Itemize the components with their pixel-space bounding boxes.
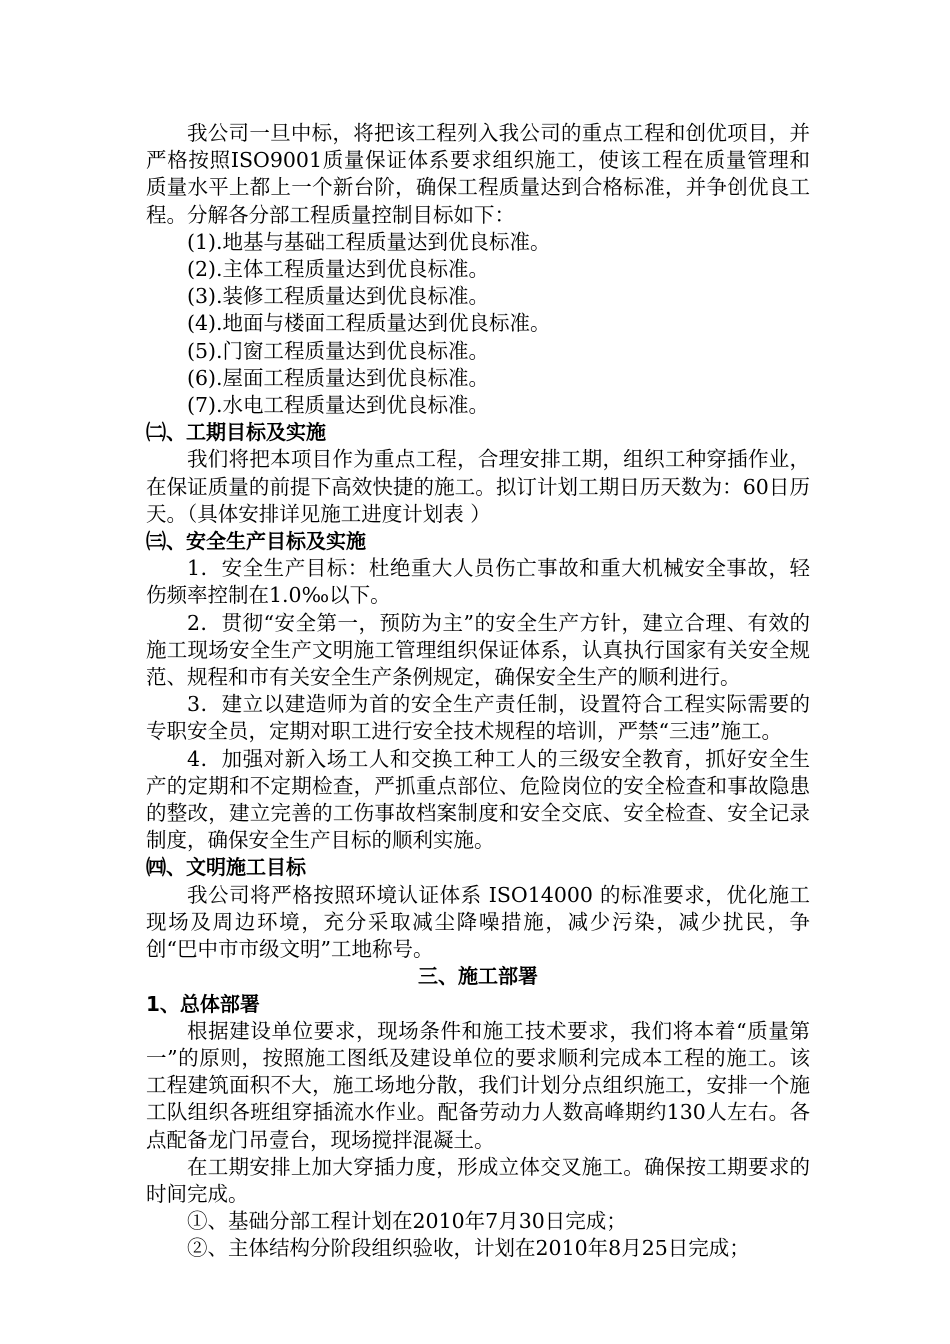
quality-item: (6).屋面工程质量达到优良标准。	[187, 365, 490, 390]
quality-intro: 我公司一旦中标，将把该工程列入我公司的重点工程和创优项目，并严格按照ISO9001质量保证体系要求组织施工，使该工程在质量管理和质量水平上都上一个新台阶，确保工程质量达到合格标准，并争创优良工程。分解各分部工程质量控制目标如下：	[146, 121, 810, 227]
quality-item: (4).地面与楼面工程质量达到优良标准。	[187, 311, 551, 336]
safety-item: 3．建立以建造师为首的安全生产责任制，设置符合工程实际需要的专职安全员，定期对职工进行安全技术规程的培训，严禁“三违”施工。	[146, 692, 810, 744]
deployment-paragraph: 在工期安排上加大穿插力度，形成立体交叉施工。确保按工期要求的时间完成。	[146, 1154, 810, 1206]
quality-item: (2).主体工程质量达到优良标准。	[187, 257, 490, 282]
milestone-item: ①、基础分部工程计划在2010年7月30日完成；	[187, 1209, 627, 1234]
civilized-body: 我公司将严格按照环境认证体系 ISO14000 的标准要求，优化施工现场及周边环境，充分采取减尘降噪措施，减少污染，减少扰民，争创“巴中市市级文明”工地称号。	[146, 882, 810, 962]
sub-heading: 1、总体部署	[146, 991, 260, 1016]
quality-item: (7).水电工程质量达到优良标准。	[187, 393, 490, 418]
schedule-body: 我们将把本项目作为重点工程，合理安排工期，组织工种穿插作业，在保证质量的前提下高效快捷的施工。拟订计划工期日历天数为：60日历天。（具体安排详见施工进度计划表 ）	[146, 447, 810, 526]
milestone-item: ②、主体结构分阶段组织验收，计划在2010年8月25日完成；	[187, 1236, 750, 1261]
document-page	[146, 120, 810, 1263]
safety-heading: ㈢、安全生产目标及实施	[146, 529, 366, 554]
deployment-paragraph: 根据建设单位要求，现场条件和施工技术要求，我们将本着“质量第一”的原则，按照施工图纸及建设单位的要求顺利完成本工程的施工。该工程建筑面积不大，施工场地分散，我们计划分点组织施工，安排一个施工队组织各班组穿插流水作业。配备劳动力人数高峰期约130人左右。各点配备龙门吊壹台，现场搅拌混凝土。	[146, 1018, 810, 1152]
safety-item: 2．贯彻“安全第一，预防为主”的安全生产方针，建立合理、有效的施工现场安全生产文明施工管理组织保证体系，认真执行国家有关安全规范、规程和市有关安全生产条例规定，确保安全生产的顺利进行。	[146, 610, 810, 690]
quality-item: (5).门窗工程质量达到优良标准。	[187, 338, 490, 363]
quality-item: (3).装修工程质量达到优良标准。	[187, 284, 490, 309]
section-title: 三、施工部署	[418, 964, 538, 989]
quality-item: (1).地基与基础工程质量达到优良标准。	[187, 229, 551, 254]
safety-item: 4．加强对新入场工人和交换工种工人的三级安全教育，抓好安全生产的定期和不定期检查，严抓重点部位、危险岗位的安全检查和事故隐患的整改，建立完善的工伤事故档案制度和安全交底、安全检查、安全记录制度，确保安全生产目标的顺利实施。	[146, 746, 810, 853]
civilized-heading: ㈣、文明施工目标	[146, 855, 306, 880]
schedule-heading: ㈡、工期目标及实施	[146, 420, 326, 445]
safety-item: 1．安全生产目标：杜绝重大人员伤亡事故和重大机械安全事故，轻伤频率控制在1.0‰以下。	[146, 556, 810, 608]
